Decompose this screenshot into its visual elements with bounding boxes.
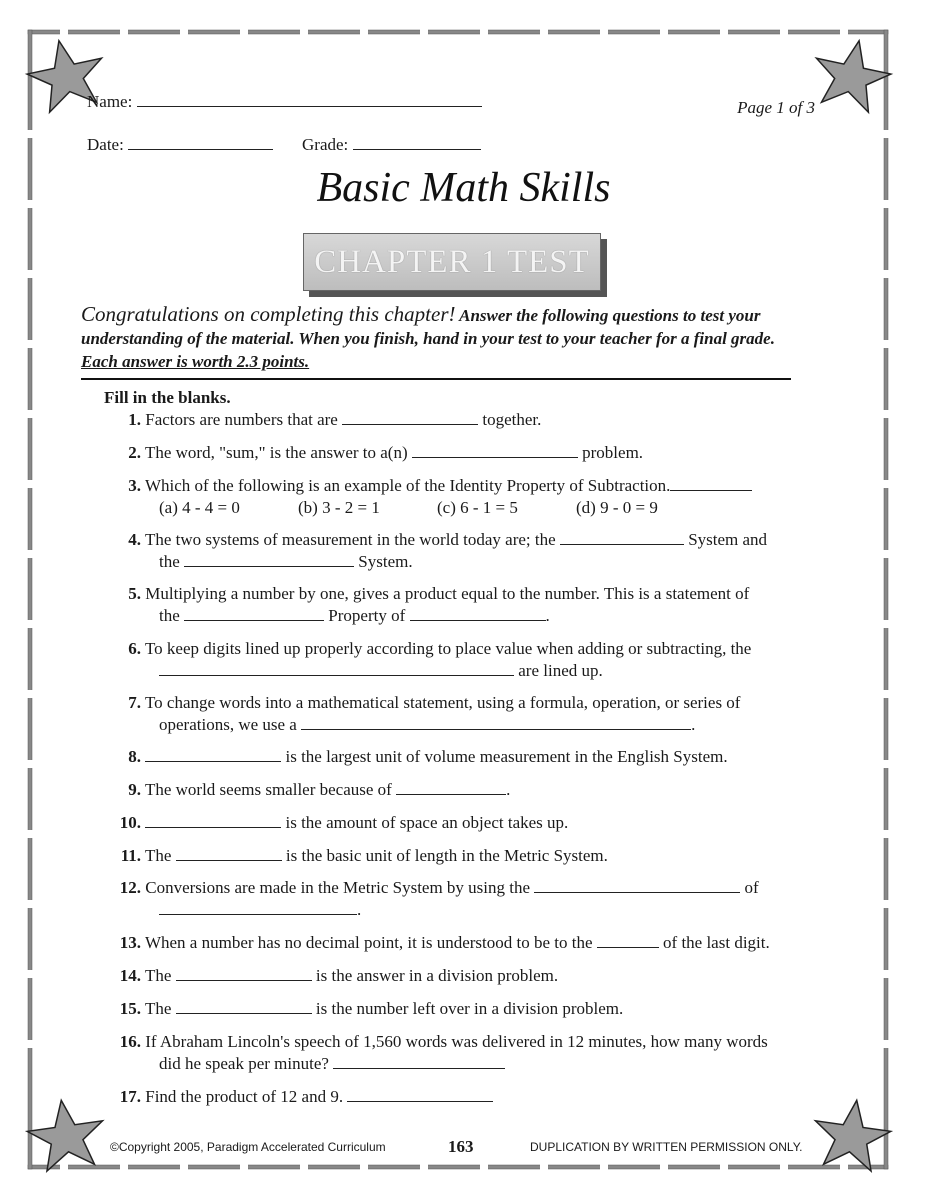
- question-number: 4.: [128, 530, 141, 549]
- name-label: Name:: [87, 92, 133, 111]
- answer-blank[interactable]: [159, 900, 357, 915]
- question-text: problem.: [577, 443, 644, 462]
- question-text: The two systems of measurement in the world today are; the: [144, 530, 560, 549]
- duplication-notice: DUPLICATION BY WRITTEN PERMISSION ONLY.: [530, 1140, 803, 1154]
- answer-blank[interactable]: [534, 878, 740, 893]
- question-text: are lined up.: [514, 661, 603, 680]
- question-text: .: [357, 900, 362, 919]
- answer-blank[interactable]: [396, 780, 506, 795]
- question-13: [110, 932, 830, 954]
- question-text: .: [691, 715, 696, 734]
- answer-blank[interactable]: [347, 1087, 493, 1102]
- question-text: the: [159, 552, 185, 571]
- intro-lead: Congratulations on completing this chapter!: [81, 302, 456, 326]
- answer-blank[interactable]: [176, 999, 312, 1014]
- question-text: Factors are numbers that are: [145, 410, 343, 429]
- answer-blank[interactable]: [597, 933, 659, 948]
- question-text: The word, "sum," is the answer to a(n): [144, 443, 412, 462]
- answer-blank[interactable]: [301, 715, 691, 730]
- name-field[interactable]: [87, 92, 482, 112]
- answer-blank[interactable]: [670, 476, 752, 491]
- question-text: together.: [478, 410, 542, 429]
- question-17: [110, 1086, 830, 1108]
- grade-field[interactable]: [302, 135, 481, 155]
- question-8: [110, 746, 830, 768]
- question-3: [110, 475, 830, 519]
- divider: [81, 378, 791, 380]
- options: [110, 497, 830, 519]
- question-number: 5.: [128, 584, 141, 603]
- question-number: 15.: [119, 999, 141, 1018]
- answer-blank[interactable]: [184, 552, 354, 567]
- answer-blank[interactable]: [145, 747, 281, 762]
- question-text: System.: [354, 552, 413, 571]
- question-number: 9.: [128, 780, 141, 799]
- option-b[interactable]: (b) 3 - 2 = 1: [298, 498, 380, 517]
- question-text: operations, we use a: [159, 715, 302, 734]
- question-text: The: [144, 846, 176, 865]
- answer-blank[interactable]: [333, 1054, 505, 1069]
- question-text: .: [506, 780, 511, 799]
- question-text: To keep digits lined up properly according to place value when adding or subtracting, the: [144, 639, 752, 658]
- question-1: [110, 409, 830, 431]
- question-text: To change words into a mathematical statement, using a formula, operation, or series of: [144, 693, 741, 712]
- question-text: If Abraham Lincoln's speech of 1,560 words was delivered in 12 minutes, how many words: [145, 1032, 768, 1051]
- question-text: System and: [683, 530, 768, 549]
- question-14: [110, 965, 830, 987]
- option-a[interactable]: (a) 4 - 4 = 0: [159, 498, 240, 517]
- copyright-notice: ©Copyright 2005, Paradigm Accelerated Curriculum: [110, 1140, 386, 1154]
- question-number: 10.: [119, 813, 141, 832]
- question-text: is the number left over in a division problem.: [311, 999, 624, 1018]
- question-16: [110, 1031, 830, 1075]
- question-text: Multiplying a number by one, gives a product equal to the number. This is a statement of: [145, 584, 750, 603]
- question-text: did he speak per minute?: [159, 1054, 334, 1073]
- question-10: [110, 812, 830, 834]
- question-6: [110, 638, 830, 682]
- intro-points: Each answer is worth 2.3 points.: [81, 352, 310, 371]
- answer-blank[interactable]: [412, 443, 578, 458]
- answer-blank[interactable]: [342, 410, 478, 425]
- question-5: [110, 583, 830, 627]
- answer-blank[interactable]: [159, 661, 514, 676]
- question-text: the: [159, 606, 185, 625]
- question-4: [110, 529, 830, 573]
- page-title: Basic Math Skills: [316, 165, 611, 211]
- name-blank[interactable]: [137, 92, 482, 107]
- option-c[interactable]: (c) 6 - 1 = 5: [437, 498, 518, 517]
- question-number: 14.: [119, 966, 141, 985]
- answer-blank[interactable]: [410, 606, 546, 621]
- answer-blank[interactable]: [145, 813, 281, 828]
- question-text: Conversions are made in the Metric System by using the: [145, 878, 535, 897]
- question-text: The: [144, 966, 176, 985]
- question-number: 3.: [128, 476, 141, 495]
- question-text: is the amount of space an object takes up.: [281, 813, 569, 832]
- question-12: [110, 877, 830, 921]
- question-text: of the last digit.: [658, 933, 770, 952]
- question-9: [110, 779, 830, 801]
- option-d[interactable]: (d) 9 - 0 = 9: [576, 498, 658, 517]
- question-text: is the largest unit of volume measurement in the English System.: [281, 747, 728, 766]
- question-15: [110, 998, 830, 1020]
- question-text: When a number has no decimal point, it is understood to be to the: [144, 933, 597, 952]
- answer-blank[interactable]: [176, 966, 312, 981]
- question-text: of: [740, 878, 759, 897]
- answer-blank[interactable]: [176, 846, 282, 861]
- chapter-badge: CHAPTER 1 TEST: [303, 233, 601, 291]
- question-number: 16.: [119, 1032, 141, 1051]
- question-number: 17.: [119, 1087, 141, 1106]
- question-11: [110, 845, 830, 867]
- question-text: Which of the following is an example of the Identity Property of Subtraction.: [144, 476, 671, 495]
- question-number: 1.: [128, 410, 141, 429]
- question-number: 2.: [128, 443, 141, 462]
- question-text: The world seems smaller because of: [144, 780, 397, 799]
- question-number: 13.: [119, 933, 141, 952]
- question-number: 12.: [119, 878, 141, 897]
- date-blank[interactable]: [128, 135, 273, 150]
- question-text: is the basic unit of length in the Metric System.: [281, 846, 608, 865]
- date-label: Date:: [87, 135, 124, 154]
- grade-blank[interactable]: [353, 135, 481, 150]
- grade-label: Grade:: [302, 135, 349, 154]
- question-number: 8.: [128, 747, 141, 766]
- question-number: 11.: [120, 846, 141, 865]
- intro-instructions: Answer the following questions to test your understanding of the material. When you finish, hand in your test to your teacher for a final grade.: [81, 306, 775, 348]
- date-field[interactable]: [87, 135, 273, 155]
- question-text: Property of: [324, 606, 410, 625]
- page-indicator: Page 1 of 3: [737, 98, 815, 117]
- page-number: 163: [448, 1137, 474, 1156]
- question-2: [110, 442, 830, 464]
- question-text: Find the product of 12 and 9.: [145, 1087, 348, 1106]
- answer-blank[interactable]: [184, 606, 324, 621]
- question-number: 7.: [128, 693, 141, 712]
- intro-paragraph: [81, 303, 841, 373]
- question-text: .: [545, 606, 550, 625]
- question-number: 6.: [128, 639, 141, 658]
- question-text: is the answer in a division problem.: [311, 966, 559, 985]
- question-text: The: [144, 999, 176, 1018]
- question-7: [110, 692, 830, 736]
- section-heading: Fill in the blanks.: [104, 388, 231, 407]
- answer-blank[interactable]: [560, 530, 684, 545]
